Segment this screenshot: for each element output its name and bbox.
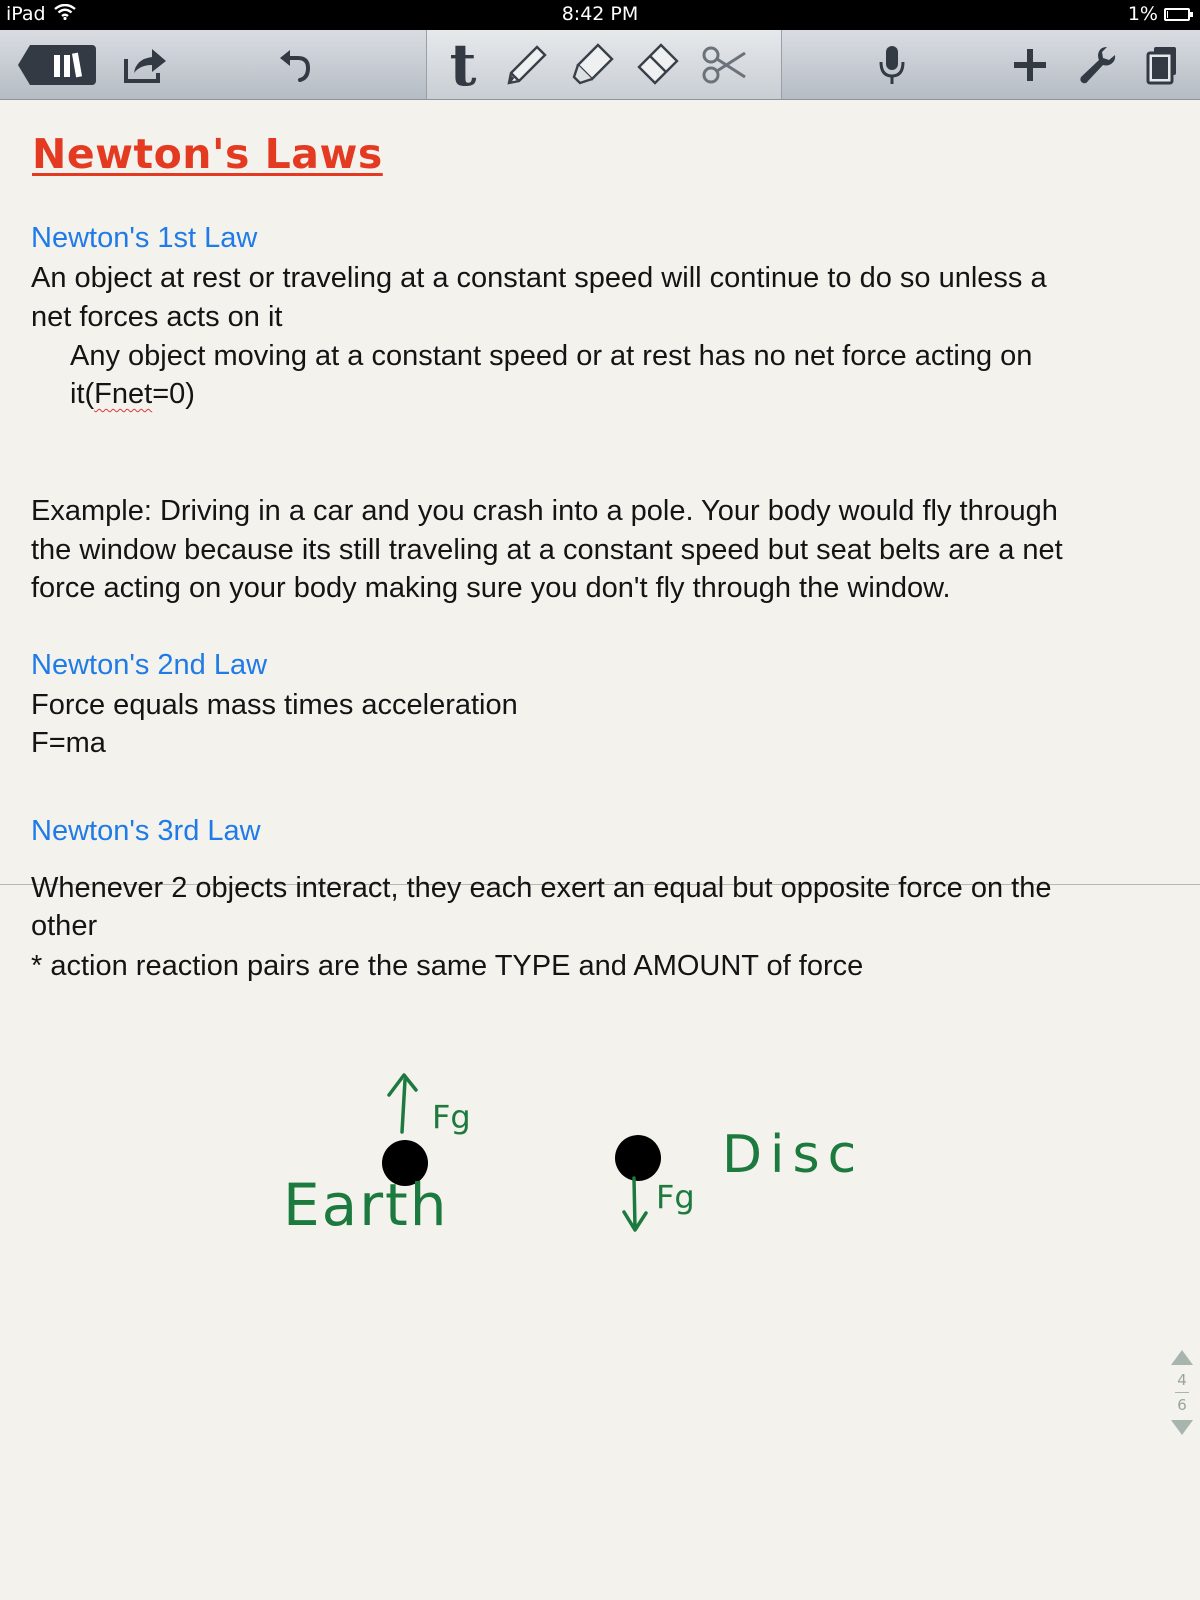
text-run: it( bbox=[70, 378, 95, 410]
battery-level bbox=[1167, 11, 1168, 18]
text-tool-button[interactable] bbox=[433, 30, 493, 100]
library-button[interactable] bbox=[16, 30, 98, 100]
highlighter-tool-icon bbox=[568, 41, 616, 89]
status-time: 8:42 PM bbox=[561, 3, 639, 25]
share-button[interactable] bbox=[120, 30, 170, 100]
law1-line: net forces acts on it bbox=[31, 301, 283, 333]
undo-button[interactable] bbox=[272, 30, 318, 100]
total-pages-number: 6 bbox=[1177, 1396, 1187, 1414]
next-page-icon[interactable] bbox=[1171, 1420, 1193, 1435]
undo-icon bbox=[276, 46, 314, 84]
page-indicator bbox=[1170, 1350, 1194, 1435]
device-name: iPad bbox=[6, 3, 46, 25]
toolbar bbox=[0, 30, 1200, 100]
page-number-separator bbox=[1175, 1392, 1189, 1393]
add-button[interactable] bbox=[1008, 30, 1052, 100]
share-icon bbox=[122, 45, 168, 85]
settings-button[interactable] bbox=[1074, 30, 1120, 100]
misspelled-word: Fnet bbox=[94, 378, 153, 410]
force-arrow-down bbox=[624, 1178, 646, 1230]
note-page[interactable] bbox=[0, 100, 1200, 1600]
status-bar bbox=[0, 0, 1200, 30]
example-line: Example: Driving in a car and you crash into a pole. Your body would fly through bbox=[31, 495, 1058, 527]
law1-line: An object at rest or traveling at a constant speed will continue to do so unless a bbox=[31, 262, 1047, 294]
disc-dot bbox=[615, 1135, 661, 1181]
microphone-button[interactable] bbox=[872, 30, 912, 100]
wrench-icon bbox=[1077, 45, 1117, 85]
current-page-number: 4 bbox=[1177, 1371, 1187, 1389]
law3-note: * action reaction pairs are the same TYPE and AMOUNT of force bbox=[31, 950, 864, 982]
battery-icon bbox=[1164, 8, 1190, 21]
microphone-icon bbox=[877, 44, 907, 86]
text-tool-icon: t bbox=[449, 31, 477, 99]
law2-heading: Newton's 2nd Law bbox=[31, 649, 268, 681]
disc-label: Disc bbox=[722, 1125, 865, 1185]
battery-percent: 1% bbox=[1127, 3, 1158, 25]
handwritten-sketch bbox=[0, 100, 1200, 1600]
tool-group bbox=[426, 30, 782, 99]
eraser-tool-button[interactable] bbox=[627, 30, 687, 100]
status-right bbox=[1128, 3, 1190, 25]
example-line: force acting on your body making sure you don't fly through the window. bbox=[31, 572, 951, 604]
pages-button[interactable] bbox=[1140, 30, 1184, 100]
law3-line: Whenever 2 objects interact, they each exert an equal but opposite force on the bbox=[31, 872, 1052, 904]
text-run: =0) bbox=[152, 378, 195, 410]
law2-line: Force equals mass times acceleration bbox=[31, 689, 518, 721]
pen-tool-button[interactable] bbox=[497, 30, 557, 100]
previous-page-icon[interactable] bbox=[1171, 1350, 1193, 1365]
earth-label: Earth bbox=[283, 1171, 449, 1239]
highlighter-tool-button[interactable] bbox=[562, 30, 622, 100]
law2-formula: F=ma bbox=[31, 727, 106, 759]
pen-tool-icon bbox=[503, 41, 551, 89]
law1-heading: Newton's 1st Law bbox=[31, 222, 258, 254]
law3-line: other bbox=[31, 910, 98, 942]
force-label-up: Fg bbox=[432, 1098, 471, 1136]
example-line: the window because its still traveling at a constant speed but seat belts are a net bbox=[31, 534, 1063, 566]
law1-indent-line: Any object moving at a constant speed or at rest has no net force acting on bbox=[70, 340, 1033, 372]
scissors-tool-button[interactable] bbox=[693, 30, 755, 100]
add-icon bbox=[1012, 47, 1048, 83]
law3-heading: Newton's 3rd Law bbox=[31, 815, 261, 847]
force-label-down: Fg bbox=[656, 1178, 695, 1216]
eraser-tool-icon bbox=[633, 41, 681, 89]
pages-icon bbox=[1144, 45, 1180, 85]
library-icon bbox=[16, 43, 98, 87]
force-arrow-up bbox=[389, 1075, 416, 1132]
scissors-tool-icon bbox=[699, 41, 749, 89]
note-title: Newton's Laws bbox=[32, 130, 383, 178]
